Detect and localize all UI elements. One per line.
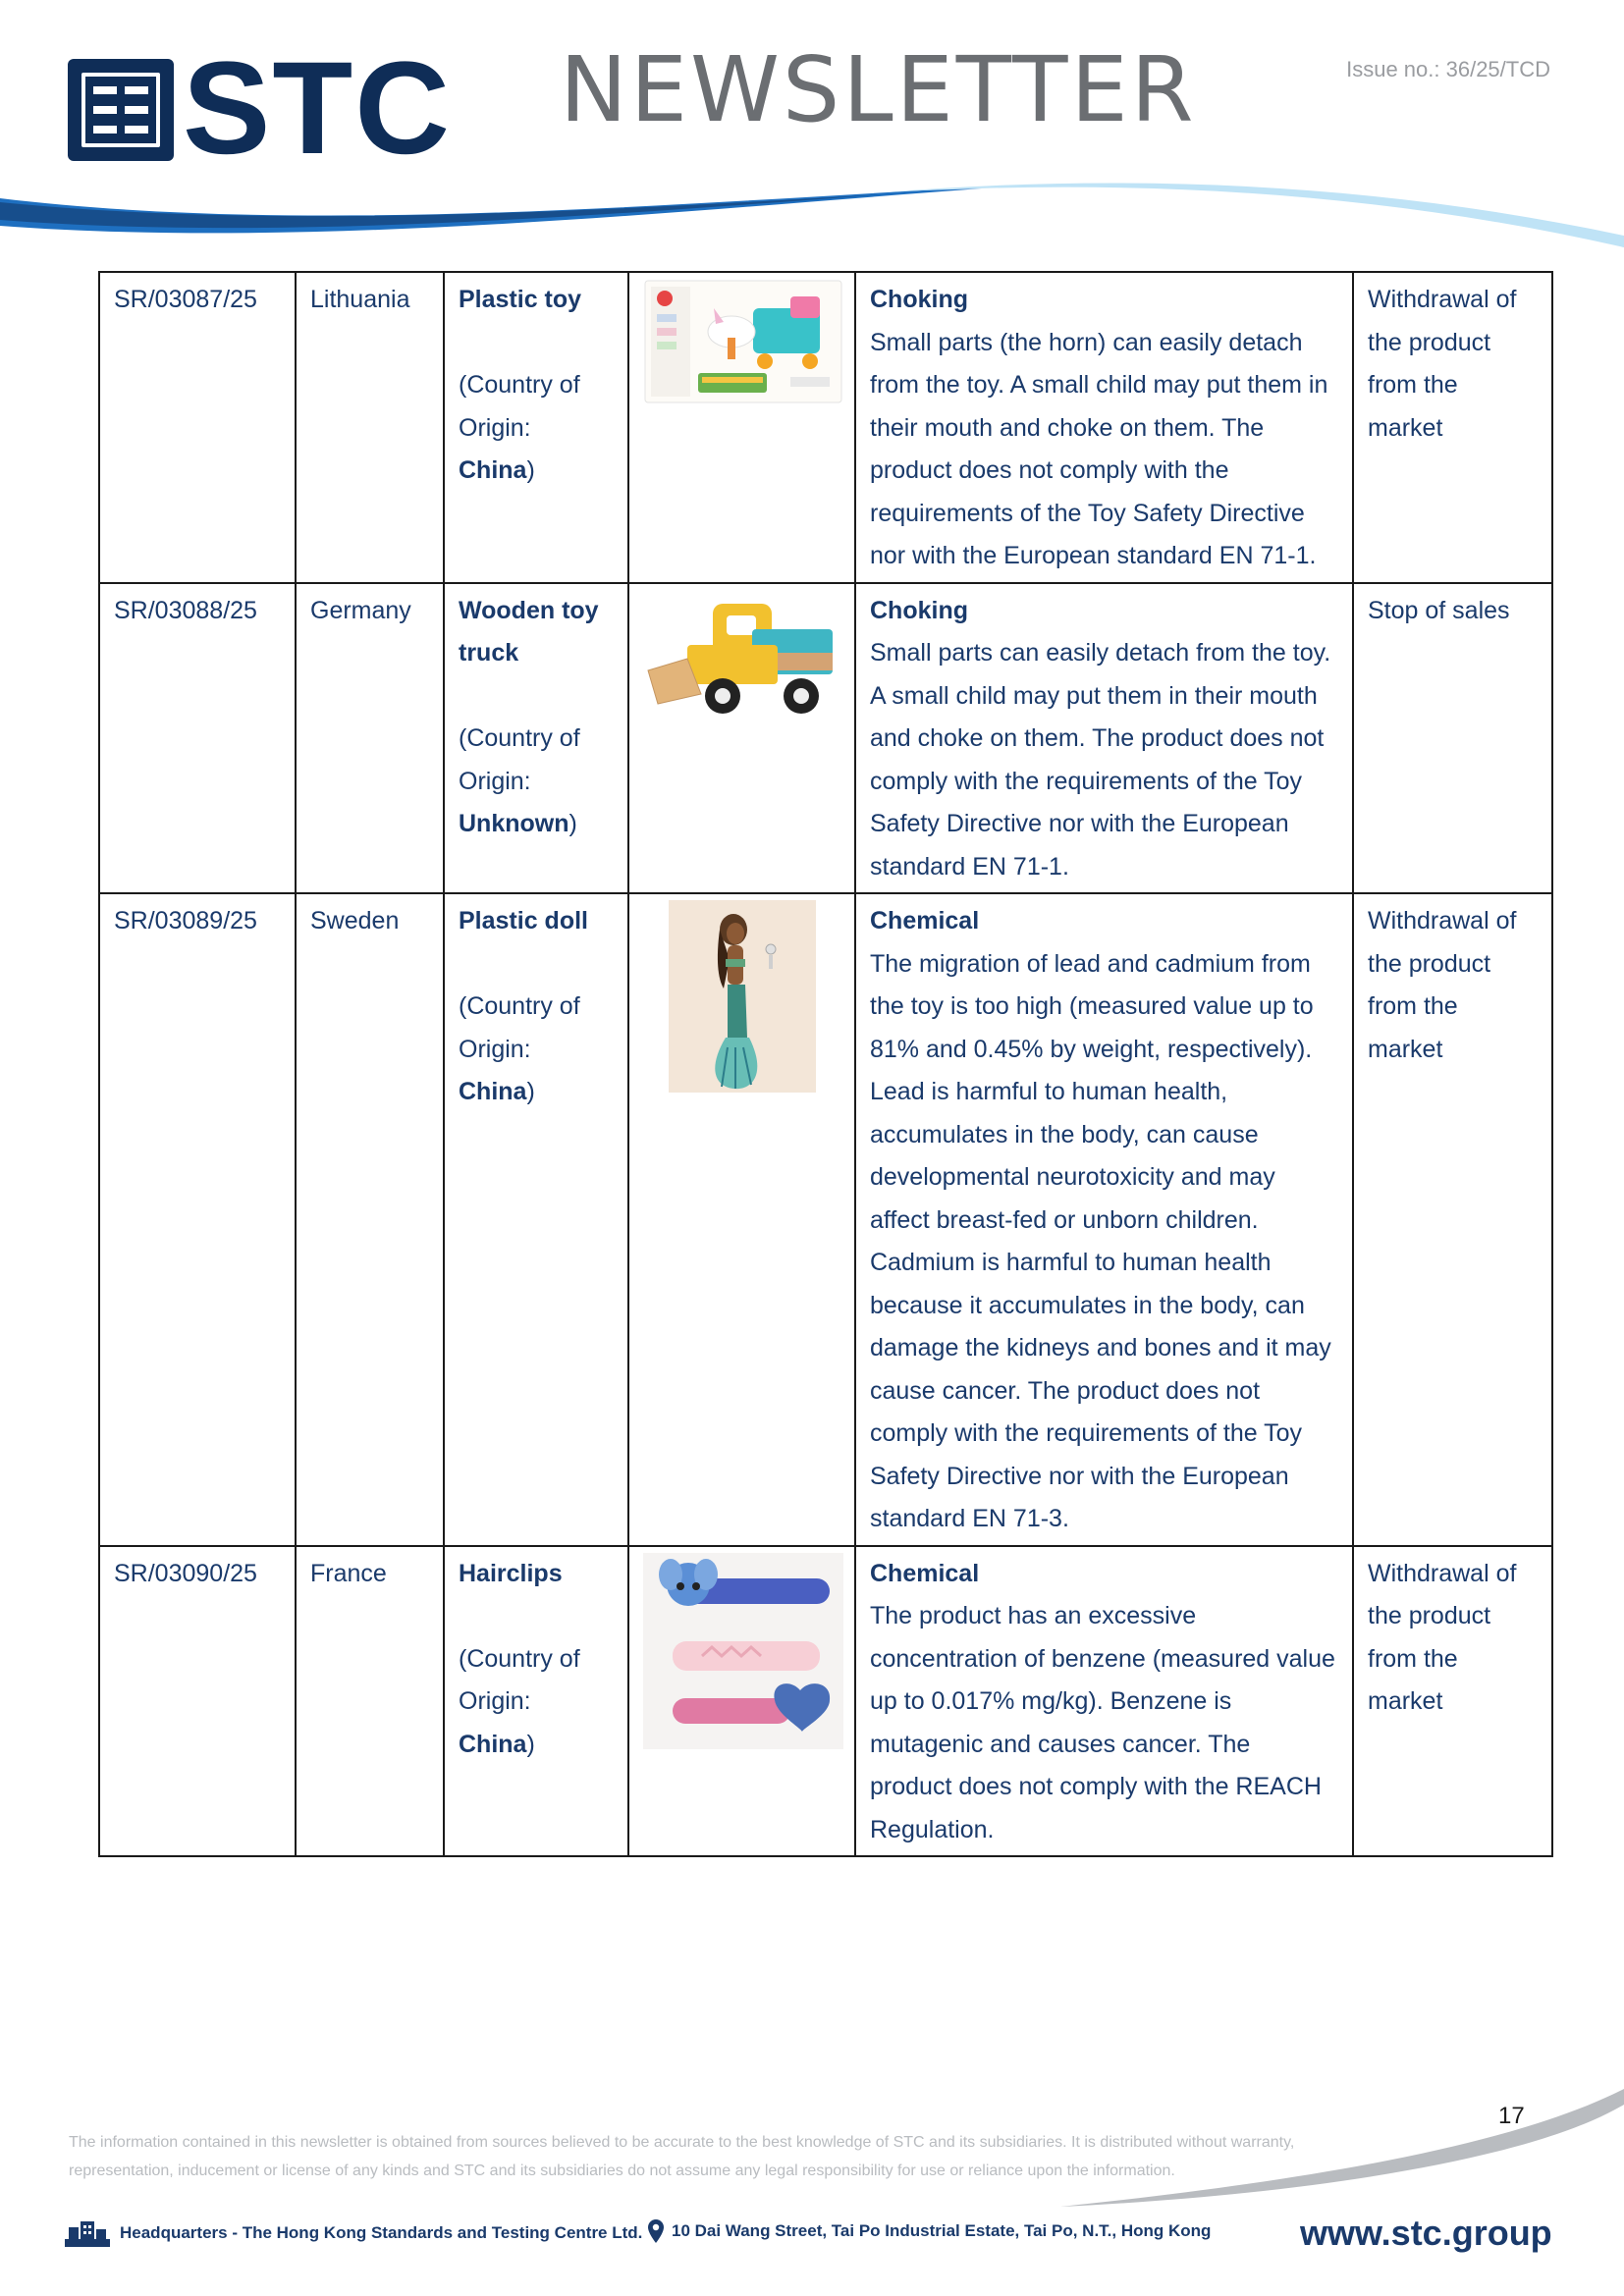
measure-taken: Withdrawal of the product from the market: [1368, 286, 1517, 442]
website-link[interactable]: www.stc.group: [1300, 2213, 1552, 2253]
building-icon: [65, 2219, 110, 2247]
table-row: [99, 1546, 1552, 1857]
measure-taken: Withdrawal of the product from the market: [1368, 1559, 1517, 1715]
measure-cell: [1353, 272, 1552, 583]
page-number: 17: [1498, 2103, 1525, 2129]
reference-cell: [99, 272, 296, 583]
reference-cell: [99, 1546, 296, 1857]
table-row: [99, 893, 1552, 1546]
location-pin-icon: [648, 2219, 664, 2243]
product-name: Plastic toy: [459, 286, 582, 313]
recall-table: [98, 271, 1553, 1857]
product-image: [643, 590, 840, 742]
reference-number: SR/03088/25: [114, 596, 257, 624]
image-cell: [628, 893, 855, 1546]
issue-number: Issue no.: 36/25/TCD: [1346, 57, 1550, 81]
product-name: Hairclips: [459, 1559, 563, 1587]
product-cell: [444, 583, 628, 894]
origin-suffix: ): [526, 1730, 535, 1758]
product-cell: [444, 272, 628, 583]
country-of-origin: [459, 718, 614, 846]
stc-logo-icon: [68, 59, 174, 161]
risk-description: Small parts (the horn) can easily detach from the toy. A small child may put them in their mouth and choke on them. The product does not comply with the requirements of the Toy Safety Directive nor with the European standard EN 71-1.: [870, 328, 1328, 569]
country-of-origin: [459, 986, 614, 1114]
product-name: Wooden toy truck: [459, 596, 599, 667]
measure-cell: [1353, 583, 1552, 894]
reference-number: SR/03087/25: [114, 286, 257, 313]
disclaimer: The information contained in this newsletter is obtained from sources believed to be accurate to the best knowledge of STC and its subsidiaries. It is distributed without warranty, representation, inducement or license of any kinds and STC and its subsidiaries do not assume any legal responsibility for use or reliance upon the information.: [69, 2134, 1295, 2179]
notifying-country: Lithuania: [310, 286, 410, 313]
image-cell: [628, 583, 855, 894]
reference-number: SR/03089/25: [114, 907, 257, 934]
origin-suffix: ): [568, 810, 577, 837]
risk-description: The migration of lead and cadmium from the toy is too high (measured value up to 81% and 0.45% by weight, respectively). Lead is harmful to human health, accumulates in the body, can cause developmental neurotoxicity and may affect breast-fed or unborn children. Cadmium is harmful to human health because it accumulates in the body, can damage the kidneys and bones and it may cause cancer. The product does not comply with the requirements of the Toy Safety Directive nor with the European standard EN 71-3.: [870, 949, 1331, 1532]
product-cell: [444, 893, 628, 1546]
risk-cell: [855, 583, 1353, 894]
image-cell: [628, 272, 855, 583]
origin-value: China: [459, 456, 527, 484]
logo-wordmark: STC: [183, 35, 452, 182]
product-image: [643, 1553, 840, 1764]
country-of-origin: [459, 364, 614, 493]
origin-value: China: [459, 1730, 527, 1758]
header-swoosh: [0, 177, 1624, 255]
risk-type: Choking: [870, 596, 968, 624]
risk-type: Choking: [870, 286, 968, 313]
origin-suffix: ): [526, 1078, 535, 1105]
origin-value: China: [459, 1078, 527, 1105]
measure-cell: [1353, 1546, 1552, 1857]
product-image: [643, 279, 840, 419]
reference-number: SR/03090/25: [114, 1559, 257, 1587]
origin-value: Unknown: [459, 810, 569, 837]
reference-cell: [99, 893, 296, 1546]
risk-cell: [855, 1546, 1353, 1857]
notifying-country: France: [310, 1559, 387, 1587]
risk-cell: [855, 272, 1353, 583]
risk-type: Chemical: [870, 907, 980, 934]
origin-prefix: (Country of Origin:: [459, 371, 580, 442]
origin-prefix: (Country of Origin:: [459, 724, 580, 795]
footer-address: [648, 2219, 1211, 2243]
origin-suffix: ): [526, 456, 535, 484]
page-header: [0, 0, 1624, 255]
footer-headquarters: [65, 2219, 642, 2247]
origin-prefix: (Country of Origin:: [459, 1644, 580, 1715]
product-image: [643, 900, 840, 1107]
measure-taken: Stop of sales: [1368, 596, 1510, 624]
risk-description: The product has an excessive concentration of benzene (measured value up to 0.017% mg/kg). Benzene is mutagenic and causes cancer. The product does not comply with the REACH Regulation.: [870, 1602, 1335, 1843]
table-row: [99, 583, 1552, 894]
newsletter-title: NEWSLETTER: [560, 37, 1197, 142]
notifying-country: Sweden: [310, 907, 400, 934]
risk-description: Small parts can easily detach from the toy. A small child may put them in their mouth and choke on them. The product does not comply with the requirements of the Toy Safety Directive nor with the European standard EN 71-1.: [870, 639, 1331, 881]
reference-cell: [99, 583, 296, 894]
country-cell: [296, 272, 444, 583]
image-cell: [628, 1546, 855, 1857]
measure-cell: [1353, 893, 1552, 1546]
country-cell: [296, 1546, 444, 1857]
measure-taken: Withdrawal of the product from the market: [1368, 907, 1517, 1063]
country-cell: [296, 893, 444, 1546]
product-cell: [444, 1546, 628, 1857]
table-row: [99, 272, 1552, 583]
address-text: 10 Dai Wang Street, Tai Po Industrial Estate, Tai Po, N.T., Hong Kong: [672, 2221, 1212, 2240]
risk-type: Chemical: [870, 1559, 980, 1587]
country-cell: [296, 583, 444, 894]
country-of-origin: [459, 1638, 614, 1767]
risk-cell: [855, 893, 1353, 1546]
headquarters-text: Headquarters - The Hong Kong Standards and Testing Centre Ltd.: [120, 2223, 643, 2242]
origin-prefix: (Country of Origin:: [459, 992, 580, 1063]
product-name: Plastic doll: [459, 907, 588, 934]
notifying-country: Germany: [310, 596, 411, 624]
